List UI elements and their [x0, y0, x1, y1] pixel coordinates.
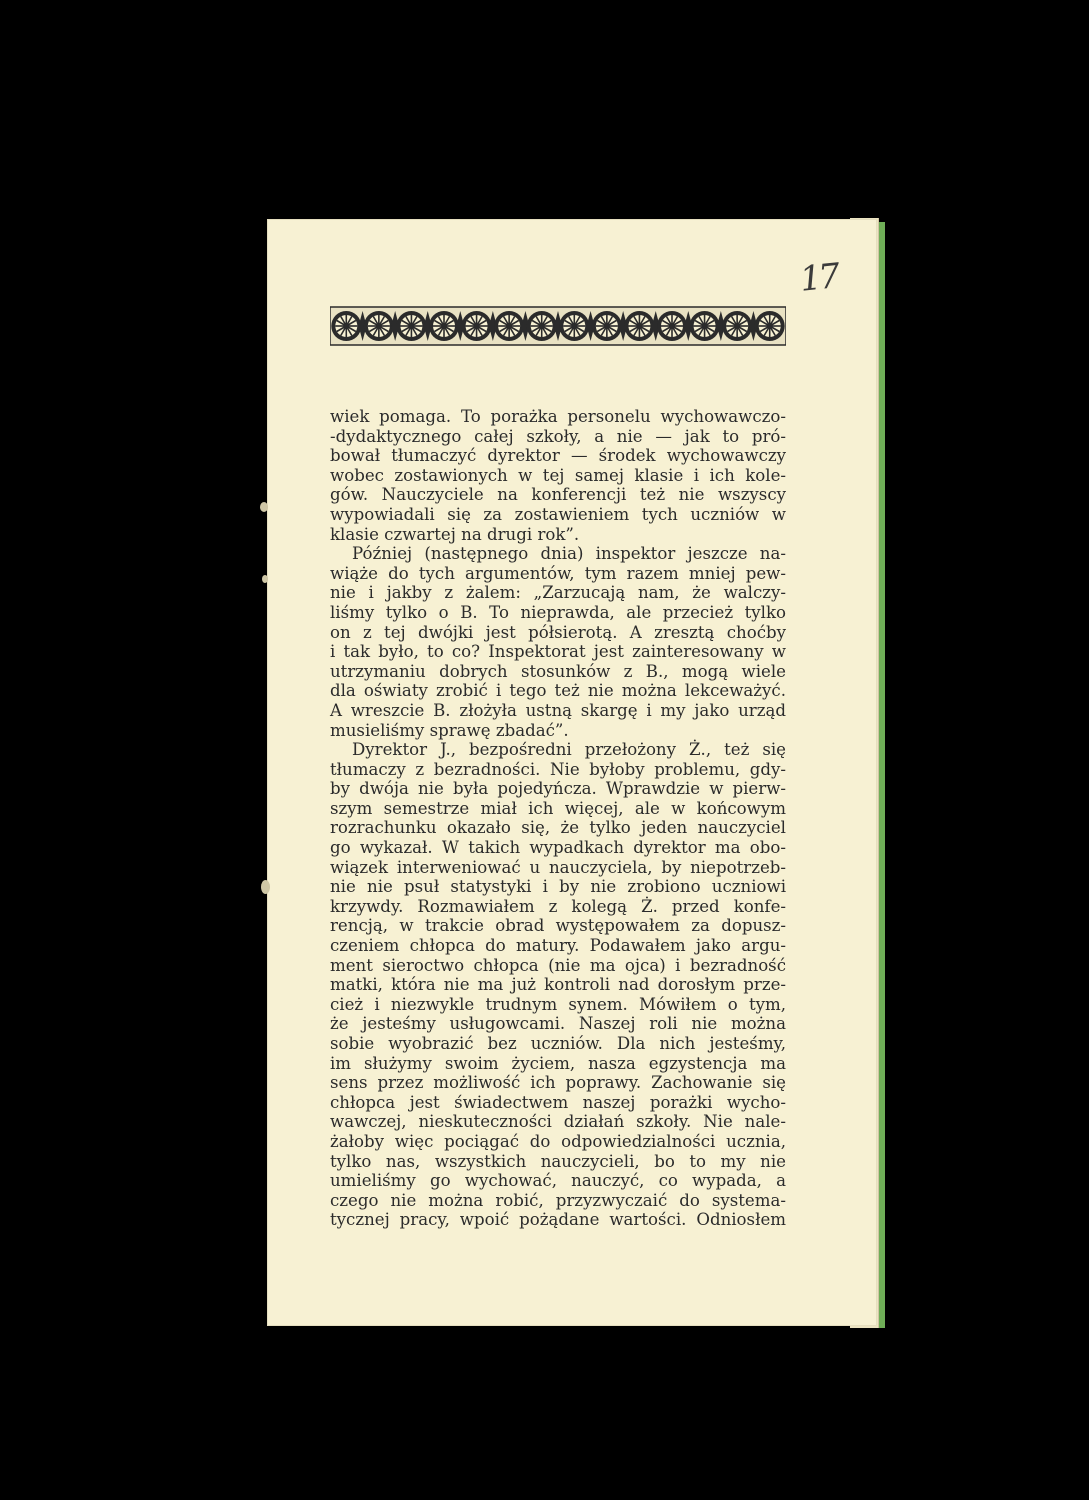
- text-line: wiek pomaga. To porażka personelu wychowawczo-: [330, 407, 786, 426]
- paper-speck: [260, 502, 268, 512]
- text-line: musieliśmy sprawę zbadać”.: [330, 720, 569, 740]
- text-line: Dyrektor J., bezpośredni przełożony Ż., też się: [352, 740, 786, 760]
- text-line: szym semestrze miał ich więcej, ale w końcowym: [330, 798, 786, 818]
- text-line: bował tłumaczyć dyrektor — środek wychowawczy: [330, 446, 786, 466]
- text-line: utrzymaniu dobrych stosunków z B., mogą wiele: [330, 661, 786, 681]
- text-line: by dwója nie była pojedyńcza. Wprawdzie w pierw-: [330, 779, 786, 799]
- text-line: ment sieroctwo chłopca (nie ma ojca) i bezradność: [330, 955, 786, 975]
- text-line: czeniem chłopca do matury. Podawałem jako argu-: [330, 936, 786, 956]
- text-line: chłopca jest świadectwem naszej porażki wycho-: [330, 1092, 786, 1112]
- text-line: umieliśmy go wychować, nauczyć, co wypada, a: [330, 1171, 786, 1191]
- body-text: [330, 407, 786, 1230]
- text-line: wiąże do tych argumentów, tym razem mniej pew-: [330, 563, 786, 583]
- text-line: wypowiadali się za zostawieniem tych uczniów w: [330, 504, 786, 524]
- text-line: żałoby więc pociągać do odpowiedzialności ucznia,: [330, 1131, 786, 1151]
- text-line: klasie czwartej na drugi rok”.: [330, 524, 580, 544]
- text-line: gów. Nauczyciele na konferencji też nie wszyscy: [330, 485, 786, 505]
- text-line: nie nie psuł statystyki i by nie zrobiono uczniowi: [330, 877, 786, 897]
- text-line: dla oświaty zrobić i tego też nie można lekceważyć.: [330, 681, 786, 701]
- text-line: im służymy swoim życiem, nasza egzystencja ma: [330, 1053, 786, 1073]
- text-line: -dydaktycznego całej szkoły, a nie — jak to pró-: [330, 426, 786, 446]
- handwritten-page-number: 17: [798, 256, 840, 300]
- text-line: matki, która nie ma już kontroli nad dorosłym prze-: [330, 975, 786, 995]
- paper-speck: [261, 880, 270, 894]
- text-line: krzywdy. Rozmawiałem z kolegą Ż. przed konfe-: [330, 896, 786, 916]
- text-line: cież i niezwykle trudnym synem. Mówiłem o tym,: [330, 994, 786, 1014]
- paper-speck: [262, 575, 268, 583]
- text-line: tylko nas, wszystkich nauczycieli, bo to my nie: [330, 1151, 786, 1171]
- text-line: wawczej, nieskuteczności działań szkoły. Nie nale-: [330, 1112, 786, 1132]
- text-line: go wykazał. W takich wypadkach dyrektor ma obo-: [330, 838, 786, 858]
- ornamental-border: [330, 305, 786, 347]
- text-line: że jesteśmy usługowcami. Naszej roli nie można: [330, 1014, 786, 1034]
- text-line: tłumaczy z bezradności. Nie byłoby problemu, gdy-: [330, 759, 786, 779]
- ornament-rosettes: [330, 307, 786, 345]
- text-line: liśmy tylko o B. To nieprawda, ale przecież tylko: [330, 602, 786, 622]
- text-line: rozrachunku okazało się, że tylko jeden nauczyciel: [330, 818, 786, 838]
- text-line: Później (następnego dnia) inspektor jeszcze na-: [352, 544, 786, 564]
- text-line: tycznej pracy, wpoić pożądane wartości. Odniosłem: [330, 1210, 786, 1230]
- text-line: A wreszcie B. złożyła ustną skargę i my jako urząd: [330, 700, 786, 720]
- text-line: wobec zostawionych w tej samej klasie i ich kole-: [330, 465, 786, 485]
- text-line: nie i jakby z żalem: „Zarzucają nam, że walczy-: [330, 583, 786, 603]
- text-line: i tak było, to co? Inspektorat jest zainteresowany w: [330, 642, 786, 662]
- text-line: rencją, w trakcie obrad występowałem za dopusz-: [330, 916, 786, 936]
- text-line: sobie wyobrazić bez uczniów. Dla nich jesteśmy,: [330, 1034, 786, 1053]
- text-line: czego nie można robić, przyzwyczaić do systema-: [330, 1190, 786, 1210]
- text-line: on z tej dwójki jest półsierotą. A zresztą choćby: [330, 622, 786, 642]
- text-line: wiązek interweniować u nauczyciela, by niepotrzeb-: [330, 857, 786, 877]
- text-line: sens przez możliwość ich poprawy. Zachowanie się: [330, 1073, 786, 1093]
